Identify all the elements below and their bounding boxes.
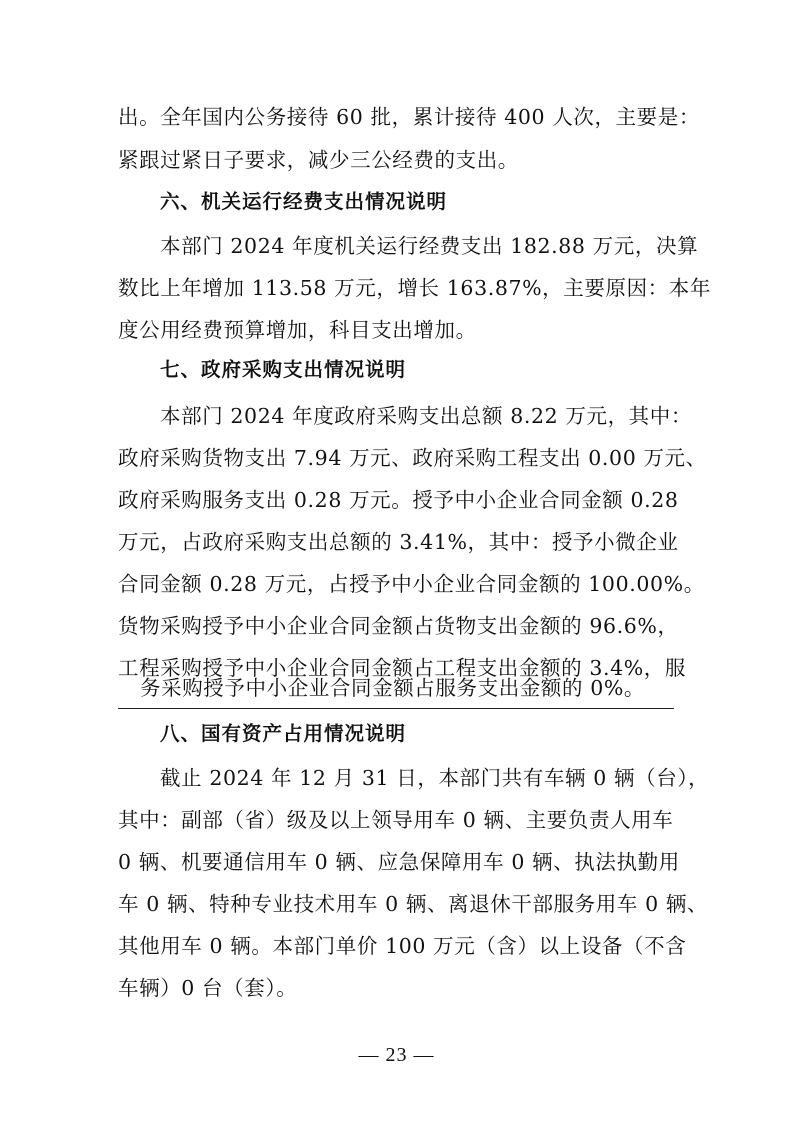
body-text-line: 出。全年国内公务接待 60 批，累计接待 400 人次，主要是： [118,105,700,129]
body-text-line: 本部门 2024 年度政府采购支出总额 8.22 万元，其中： [160,404,692,428]
body-text-line: 本部门 2024 年度机关运行经费支出 182.88 万元，决算 [160,234,699,258]
horizontal-divider [118,708,674,709]
body-text-line: 万元，占政府采购支出总额的 3.41%，其中：授予小微企业 [118,530,679,554]
body-text-line: 车辆）0 台（套）。 [118,976,298,1000]
body-text-line: 车 0 辆、特种专业技术用车 0 辆、离退休干部服务用车 0 辆、 [118,892,709,916]
body-text-line: 其他用车 0 辆。本部门单价 100 万元（含）以上设备（不含 [118,934,687,958]
page-number: — 23 — [358,1044,435,1066]
body-text-line: 紧跟过紧日子要求，减少三公经费的支出。 [118,148,519,172]
body-text-line: 工程采购授予中小企业合同金额占工程支出金额的 3.4%，服 [118,656,686,680]
body-text-line: 0 辆、机要通信用车 0 辆、应急保障用车 0 辆、执法执勤用 [118,850,680,874]
body-text-line: 政府采购货物支出 7.94 万元、政府采购工程支出 0.00 万元、 [118,446,707,470]
section-heading-8: 八、国有资产占用情况说明 [160,722,407,745]
body-text-line: 其中：副部（省）级及以上领导用车 0 辆、主要负责人用车 [118,808,674,832]
body-text-line: 度公用经费预算增加，科目支出增加。 [118,318,477,342]
body-text-line: 货物采购授予中小企业合同金额占货物支出金额的 96.6%， [118,614,679,638]
body-text-line: 政府采购服务支出 0.28 万元。授予中小企业合同金额 0.28 [118,488,679,512]
body-text-line: 截止 2024 年 12 月 31 日，本部门共有车辆 0 辆（台）， [160,766,710,790]
body-text-line: 务采购授予中小企业合同金额占服务支出金额的 0%。 [140,676,646,700]
section-heading-7: 七、政府采购支出情况说明 [160,358,407,381]
section-heading-6: 六、机关运行经费支出情况说明 [160,190,448,213]
body-text-line: 合同金额 0.28 万元，占授予中小企业合同金额的 100.00%。 [118,572,705,596]
body-text-line: 数比上年增加 113.58 万元，增长 163.87%，主要原因：本年 [118,276,711,300]
